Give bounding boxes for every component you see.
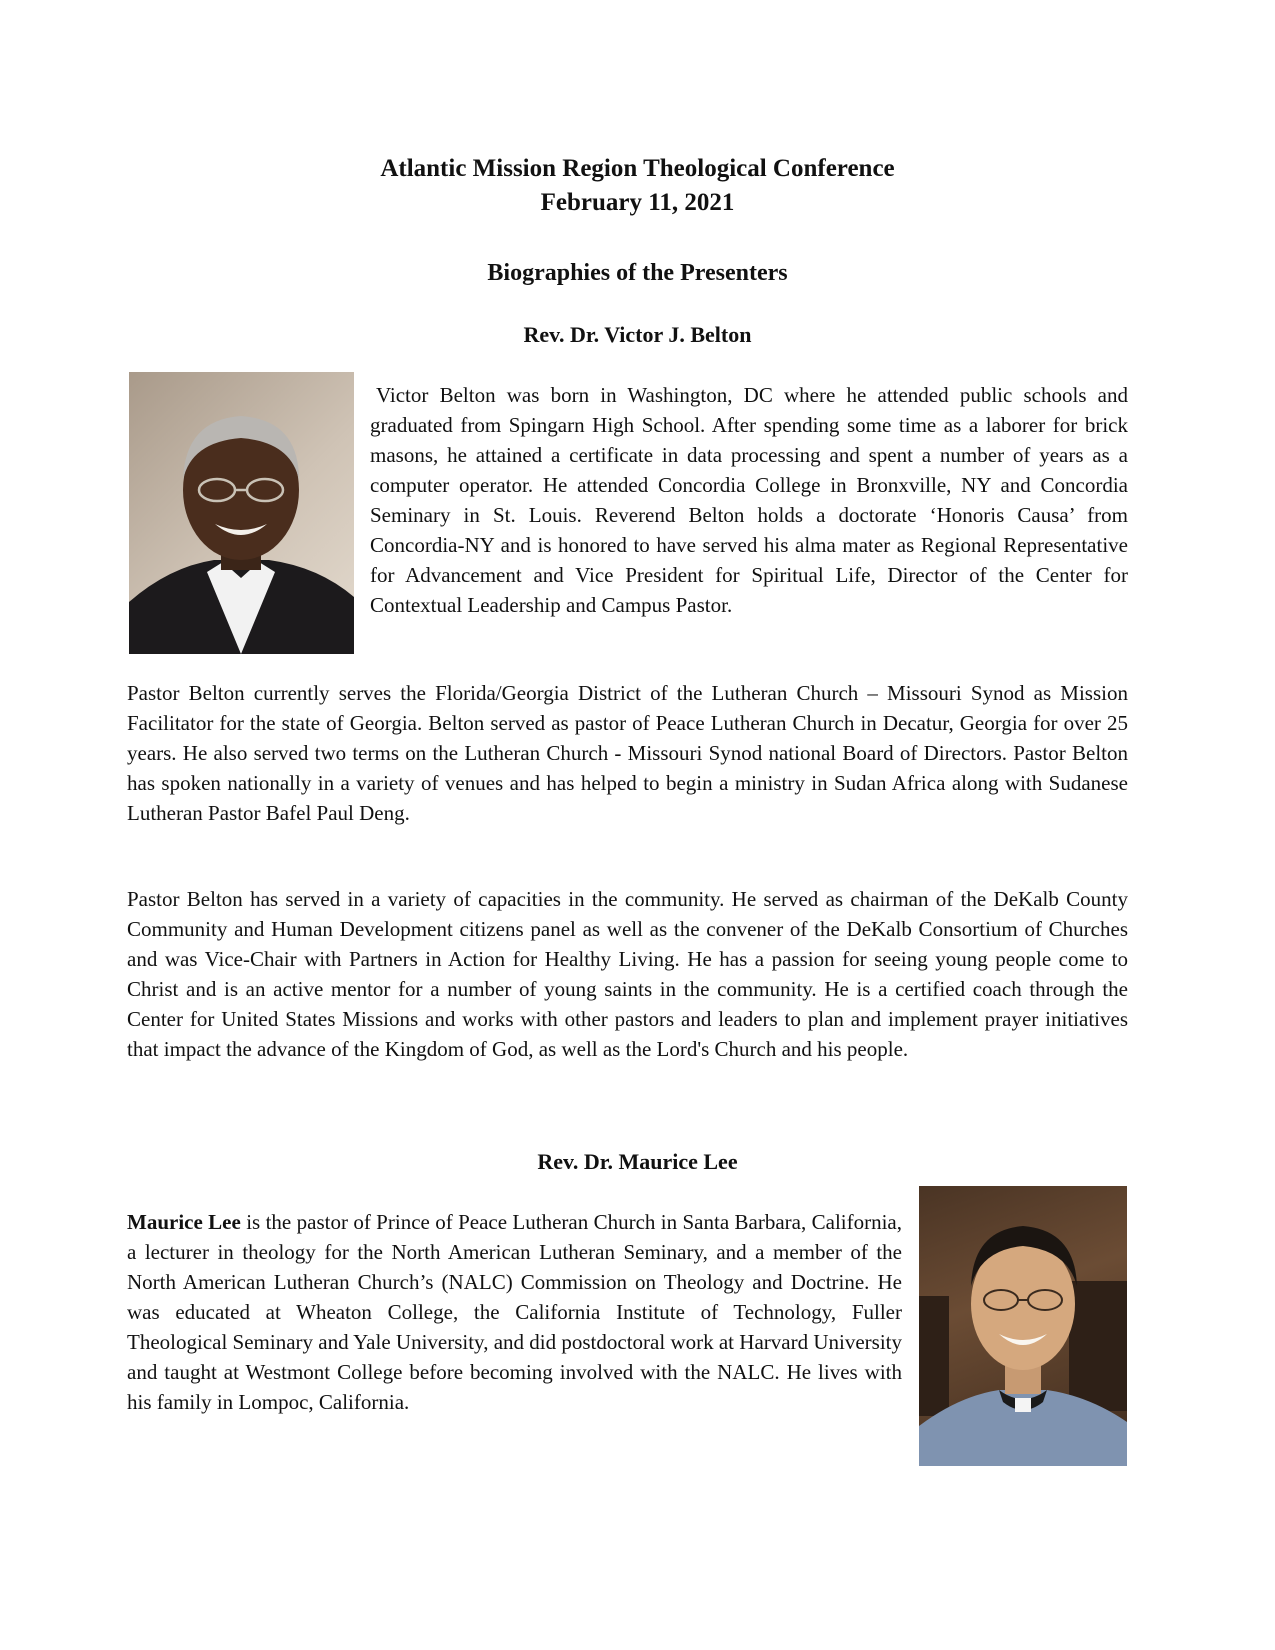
bio-lead-name: Maurice Lee <box>127 1210 241 1234</box>
portrait-photo-lee-graphic <box>919 1186 1127 1466</box>
bio-paragraph-belton-3: Pastor Belton has served in a variety of capacities in the community. He served as chairman of the DeKalb County Community and Human Development citizens panel as well as the convener of the DeKalb Consortium of Churches and was Vice-Chair with Partners in Action for Healthy Living. He has a passion for seeing young people come to Christ and is an active mentor for a number of young saints in the community. He is a certified coach through the Center for United States Missions and works with other pastors and leaders to plan and implement prayer initiatives that impact the advance of the Kingdom of God, as well as the Lord's Church and his people. <box>127 887 1128 1061</box>
portrait-photo-belton-graphic <box>129 372 354 654</box>
portrait-photo-lee <box>919 1186 1127 1466</box>
conference-header <box>0 152 1275 220</box>
bio-paragraph-belton-2: Pastor Belton currently serves the Florida/Georgia District of the Lutheran Church – Missouri Synod as Mission Facilitator for the state of Georgia. Belton served as pastor of Peace Lutheran Church in Decatur, Georgia for over 25 years. He also served two terms on the Lutheran Church - Missouri Synod national Board of Directors. Pastor Belton has spoken nationally in a variety of venues and has helped to begin a ministry in Sudan Africa along with Sudanese Lutheran Pastor Bafel Paul Deng. <box>127 681 1128 825</box>
bio-paragraph-lee <box>127 1207 902 1417</box>
bio-paragraph-belton-1: Victor Belton was born in Washington, DC where he attended public schools and graduated from Spingarn High School. After spending some time as a laborer for brick masons, he attained a certificate in data processing and spent a number of years as a computer operator. He attended Concordia College in Bronxville, NY and Concordia Seminary in St. Louis. Reverend Belton holds a doctorate ‘Honoris Causa’ from Concordia-NY and is honored to have served his alma mater as Regional Representative for Advancement and Vice President for Spiritual Life, Director of the Center for Contextual Leadership and Campus Pastor. <box>370 383 1128 617</box>
bio-paragraph-lee-text: is the pastor of Prince of Peace Lutheran Church in Santa Barbara, California, a lecturer in theology for the North American Lutheran Seminary, and a member of the North American Lutheran Church’s (NALC) Commission on Theology and Doctrine. He was educated at Wheaton College, the California Institute of Technology, Fuller Theological Seminary and Yale University, and did postdoctoral work at Harvard University and taught at Westmont College before becoming involved with the NALC. He lives with his family in Lompoc, California. <box>127 1210 902 1414</box>
section-title: Biographies of the Presenters <box>487 260 788 286</box>
conference-date: February 11, 2021 <box>540 189 735 216</box>
presenter-name-belton: Rev. Dr. Victor J. Belton <box>523 322 752 347</box>
conference-title: Atlantic Mission Region Theological Conference <box>380 155 895 182</box>
presenter-name-lee: Rev. Dr. Maurice Lee <box>537 1149 738 1174</box>
portrait-photo-belton <box>129 372 354 654</box>
